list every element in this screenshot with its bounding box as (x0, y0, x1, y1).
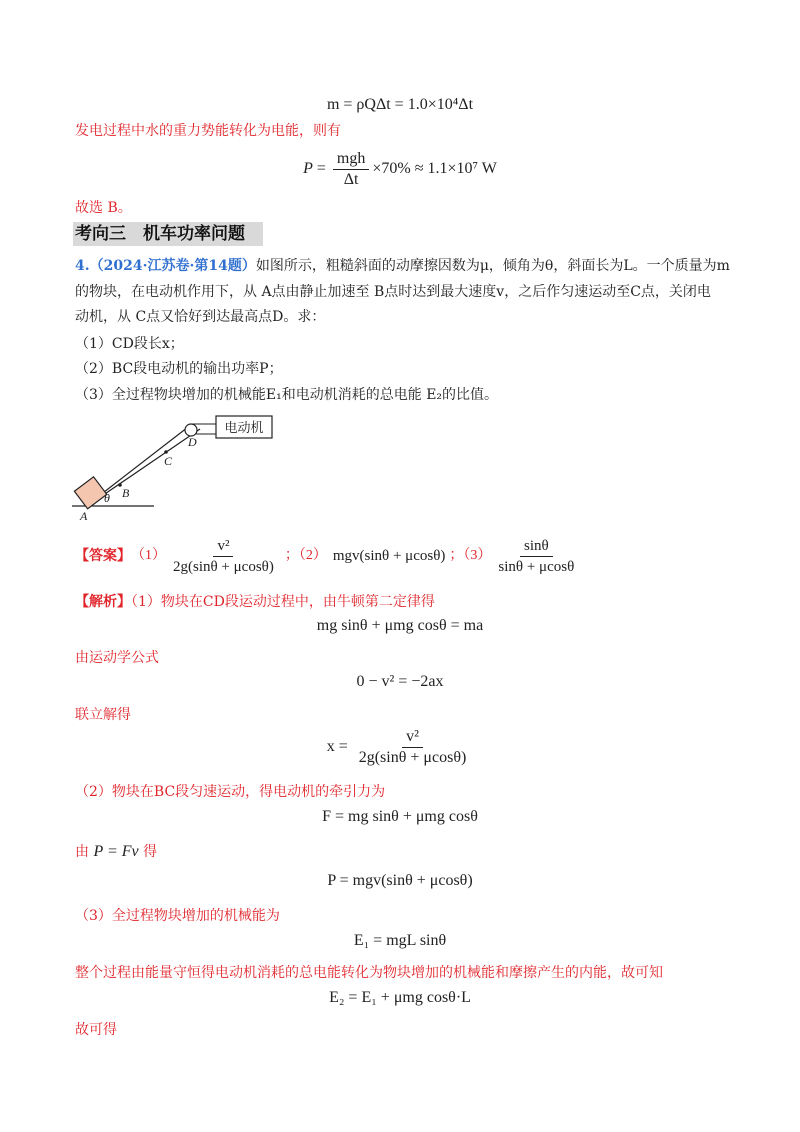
label-d: D (188, 435, 197, 449)
analysis-line-1 (75, 592, 435, 612)
equation-e2: E₂ = E₁ + μmg cosθ·L (329, 989, 471, 1006)
analysis-step-5-eq: P = Fv (93, 843, 139, 860)
equation-e1: E₁ = mgL sinθ (353, 932, 447, 949)
analysis-tag: 【解析】 (75, 594, 131, 610)
power-equation: P = $\frac{\text{mgh}}{\Delta t}$ ×70% ≈ 1.1×10⁷ W (303, 150, 497, 188)
section-title: 考向三 机车功率问题 (73, 222, 263, 246)
analysis-step-2: 由运动学公式 (75, 650, 159, 666)
analysis-step-7: 整个过程由能量守恒得电动机消耗的总电能转化为物块增加的机械能和摩擦产生的内能，故可知 (75, 965, 663, 981)
analysis-step-4: （2）物块在BC段匀速运动，得电动机的牵引力为 (75, 784, 386, 800)
power-rest: ×70% ≈ 1.1×10⁷ W (372, 160, 497, 178)
question-2: （2）BC段电动机的输出功率P； (75, 361, 283, 377)
answer-1-fraction (169, 537, 278, 576)
answer-3-denominator: sinθ + μcosθ (498, 558, 575, 575)
label-a: A (80, 509, 88, 523)
answer-part2-label: ；（2） (284, 548, 327, 563)
analysis-step-5-pre: 由 (75, 844, 89, 860)
incline-diagram (68, 410, 288, 528)
problem-line-2: 的物块，在电动机作用下，从 A点由静止加速至 B点时达到最大速度v，之后作匀速运动至C点，关闭电 (75, 284, 711, 300)
answer-line (75, 534, 581, 578)
equation-force: F = mg sinθ + μmg cosθ (322, 808, 478, 825)
equation-x (0, 728, 800, 767)
question-3: （3）全过程物块增加的机械能E₁和电动机消耗的总电能 E₂的比值。 (75, 387, 499, 403)
mass-equation: m = ρQΔt = 1.0×10⁴Δt (326, 96, 474, 113)
power-numerator: mgh (333, 150, 369, 170)
problem-line-1 (75, 256, 730, 276)
answer-3-numerator: sinθ (520, 537, 553, 557)
answer-2: mgv(sinθ + μcosθ) (332, 548, 446, 564)
answer-part1-label: （1） (131, 548, 166, 563)
energy-text: 发电过程中水的重力势能转化为电能，则有 (75, 123, 341, 139)
answer-1-numerator: v² (213, 537, 233, 557)
incline-surface-upper (96, 429, 200, 500)
answer-3-fraction (494, 537, 578, 576)
equation-x-lhs: x = (326, 738, 348, 756)
equation-x-denominator: 2g(sinθ + μcosθ) (358, 749, 467, 766)
question-1: （1）CD段长x； (75, 336, 184, 352)
analysis-step-1: （1）物块在CD段运动过程中，由牛顿第二定律得 (131, 594, 435, 610)
equation-x-numerator: v² (402, 728, 423, 748)
label-theta: θ (104, 491, 110, 505)
power-denominator: Δt (343, 171, 359, 188)
equation-power: P = mgv(sinθ + μcosθ) (327, 872, 473, 889)
problem-number: 4. (75, 258, 90, 274)
answer-1-denominator: 2g(sinθ + μcosθ) (173, 558, 274, 575)
motor-label: 电动机 (224, 420, 264, 435)
choice-text: 故选 B。 (75, 200, 132, 216)
answer-tag: 【答案】 (75, 548, 131, 564)
label-b: B (122, 486, 130, 500)
problem-line-3: 动机，从 C点又恰好到达最高点D。求： (75, 309, 326, 325)
label-c: C (164, 454, 173, 468)
analysis-step-8: 故可得 (75, 1022, 117, 1038)
equation-newton: mg sinθ + μmg cosθ = ma (316, 617, 484, 634)
answer-part3-label: ；（3） (449, 548, 492, 563)
problem-text-1: 如图所示，粗糙斜面的动摩擦因数为μ，倾角为θ，斜面长为L。一个质量为m (255, 258, 730, 274)
block-group (74, 477, 106, 509)
analysis-step-5 (75, 842, 157, 862)
equation-kinematics: 0 − v² = −2ax (356, 673, 444, 690)
analysis-step-6: （3）全过程物块增加的机械能为 (75, 908, 280, 924)
power-fraction (333, 150, 369, 189)
power-symbol: P (303, 160, 313, 178)
analysis-step-3: 联立解得 (75, 707, 131, 723)
analysis-step-5-post: 得 (143, 844, 158, 860)
problem-source: （2024·江苏卷·第14题） (89, 258, 256, 274)
equation-x-fraction (355, 728, 471, 767)
block (74, 477, 106, 509)
